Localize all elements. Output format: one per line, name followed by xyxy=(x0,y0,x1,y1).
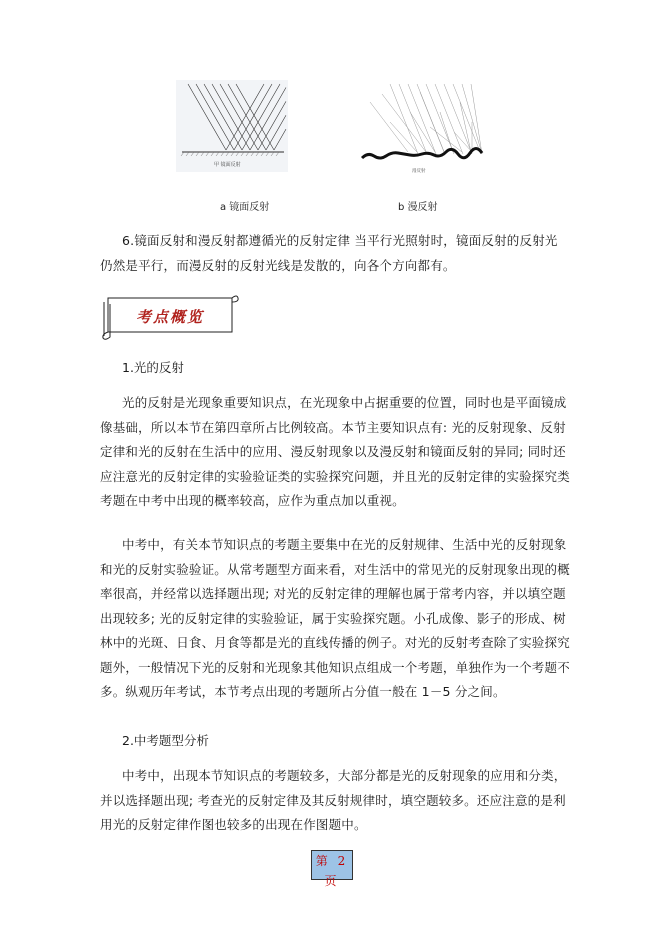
reflected-ray xyxy=(258,101,286,150)
surface-hatch xyxy=(261,152,264,156)
page-number-badge: 第 2 页 xyxy=(311,850,353,880)
reflected-ray xyxy=(234,84,272,150)
scattered-ray xyxy=(382,94,426,152)
incident-ray xyxy=(426,84,454,154)
incident-ray xyxy=(390,84,418,154)
surface-hatch xyxy=(221,152,224,156)
reflected-ray xyxy=(242,84,280,150)
surface-hatch xyxy=(231,152,234,156)
incident-ray xyxy=(220,84,258,150)
surface-hatch xyxy=(271,152,274,156)
section-2-heading: 2.中考题型分析 xyxy=(122,733,209,748)
surface-hatch xyxy=(211,152,214,156)
figure-b-inner-label: 漫反射 xyxy=(412,169,426,174)
reflected-ray xyxy=(226,84,264,150)
reflected-ray xyxy=(274,129,286,150)
surface-hatch xyxy=(186,152,189,156)
surface-hatch xyxy=(201,152,204,156)
surface-hatch xyxy=(246,152,249,156)
specular-reflection-figure xyxy=(176,80,288,172)
surface-hatch xyxy=(251,152,254,156)
section-1-heading: 1.光的反射 xyxy=(122,360,184,375)
incident-ray xyxy=(399,84,427,154)
incident-ray xyxy=(236,84,274,150)
scattered-ray xyxy=(410,112,435,152)
surface-hatch xyxy=(266,152,269,156)
incident-ray xyxy=(188,84,226,150)
scattered-ray xyxy=(370,102,408,152)
scattered-ray xyxy=(454,132,472,152)
incident-ray xyxy=(228,84,266,150)
figure-b-caption: b 漫反射 xyxy=(398,202,438,213)
surface-hatch xyxy=(196,152,199,156)
surface-hatch xyxy=(181,152,184,156)
diffuse-reflection-figure xyxy=(360,82,486,174)
incident-ray xyxy=(471,84,482,154)
surface-hatch xyxy=(226,152,229,156)
paragraph-6: 6.镜面反射和漫反射都遵循光的反射定律 当平行光照射时，镜面反射的反射光仍然是平行，而漫反射的反射光线是发散的，向各个方向都有。 xyxy=(100,233,558,273)
surface-hatch xyxy=(241,152,244,156)
incident-ray xyxy=(453,84,481,154)
incident-ray xyxy=(196,84,234,150)
surface-hatch xyxy=(276,152,279,156)
section-1-paragraph-1: 光的反射是光现象重要知识点，在光现象中占据重要的位置，同时也是平面镜成像基础，所以本节在第四章所占比例较高。本节主要知识点有: 光的反射现象、反射定律和光的反射在生活中的应用、漫反射现象以及漫反射和镜面反射的异同; 同时还应注意光的反射定律的实验验证类的实验探究问题，并且光的反射定律的实验探究类考题在中考中出现的概率较高，应作为重点加以重视。 xyxy=(100,395,570,508)
reflected-ray xyxy=(266,115,286,150)
scattered-ray xyxy=(390,122,417,152)
incident-ray xyxy=(212,84,250,150)
incident-ray xyxy=(204,84,242,150)
section-2-paragraph-1: 中考中，出现本节知识点的考题较多，大部分都是光的反射现象的应用和分类，并以选择题出现; 考查光的反射定律及其反射规律时，填空题较多。还应注意的是利用光的反射定律作图也较多的出现在作图题中。 xyxy=(100,768,567,832)
incident-ray xyxy=(444,84,472,154)
incident-ray xyxy=(435,84,463,154)
surface-hatch xyxy=(236,152,239,156)
surface-hatch xyxy=(191,152,194,156)
reflected-ray xyxy=(250,87,286,150)
incident-ray xyxy=(408,84,436,154)
scattered-ray xyxy=(420,92,444,152)
figure-a-caption: a 镜面反射 xyxy=(220,202,270,213)
surface-hatch xyxy=(256,152,259,156)
banner-title: 考点概览 xyxy=(135,308,204,326)
surface-hatch xyxy=(206,152,209,156)
exam-overview-banner xyxy=(100,292,240,342)
section-1-paragraph-2: 中考中，有关本节知识点的考题主要集中在光的反射规律、生活中光的反射现象和光的反射实验验证。从常考题型方面来看，对生活中的常见光的反射现象出现的概率很高，并经常以选择题出现; 对光的反射定律的理解也属于常考内容，并以填空题出现较多; 光的反射定律的实验验证，属于实验探究题。小孔成像、影子的形成、树林中的光斑、日食、月食等都是光的直线传播的例子。对光的反射考查除了实验探究题外，一般情况下光的反射和光现象其他知识点组成一个考题，单独作为一个考题不多。纵观历年考试，本节考点出现的考题所占分值一般在 1－5 分之间。 xyxy=(100,537,570,699)
figure-a-inner-label: 甲 镜面反射 xyxy=(214,162,241,168)
surface-hatch xyxy=(216,152,219,156)
